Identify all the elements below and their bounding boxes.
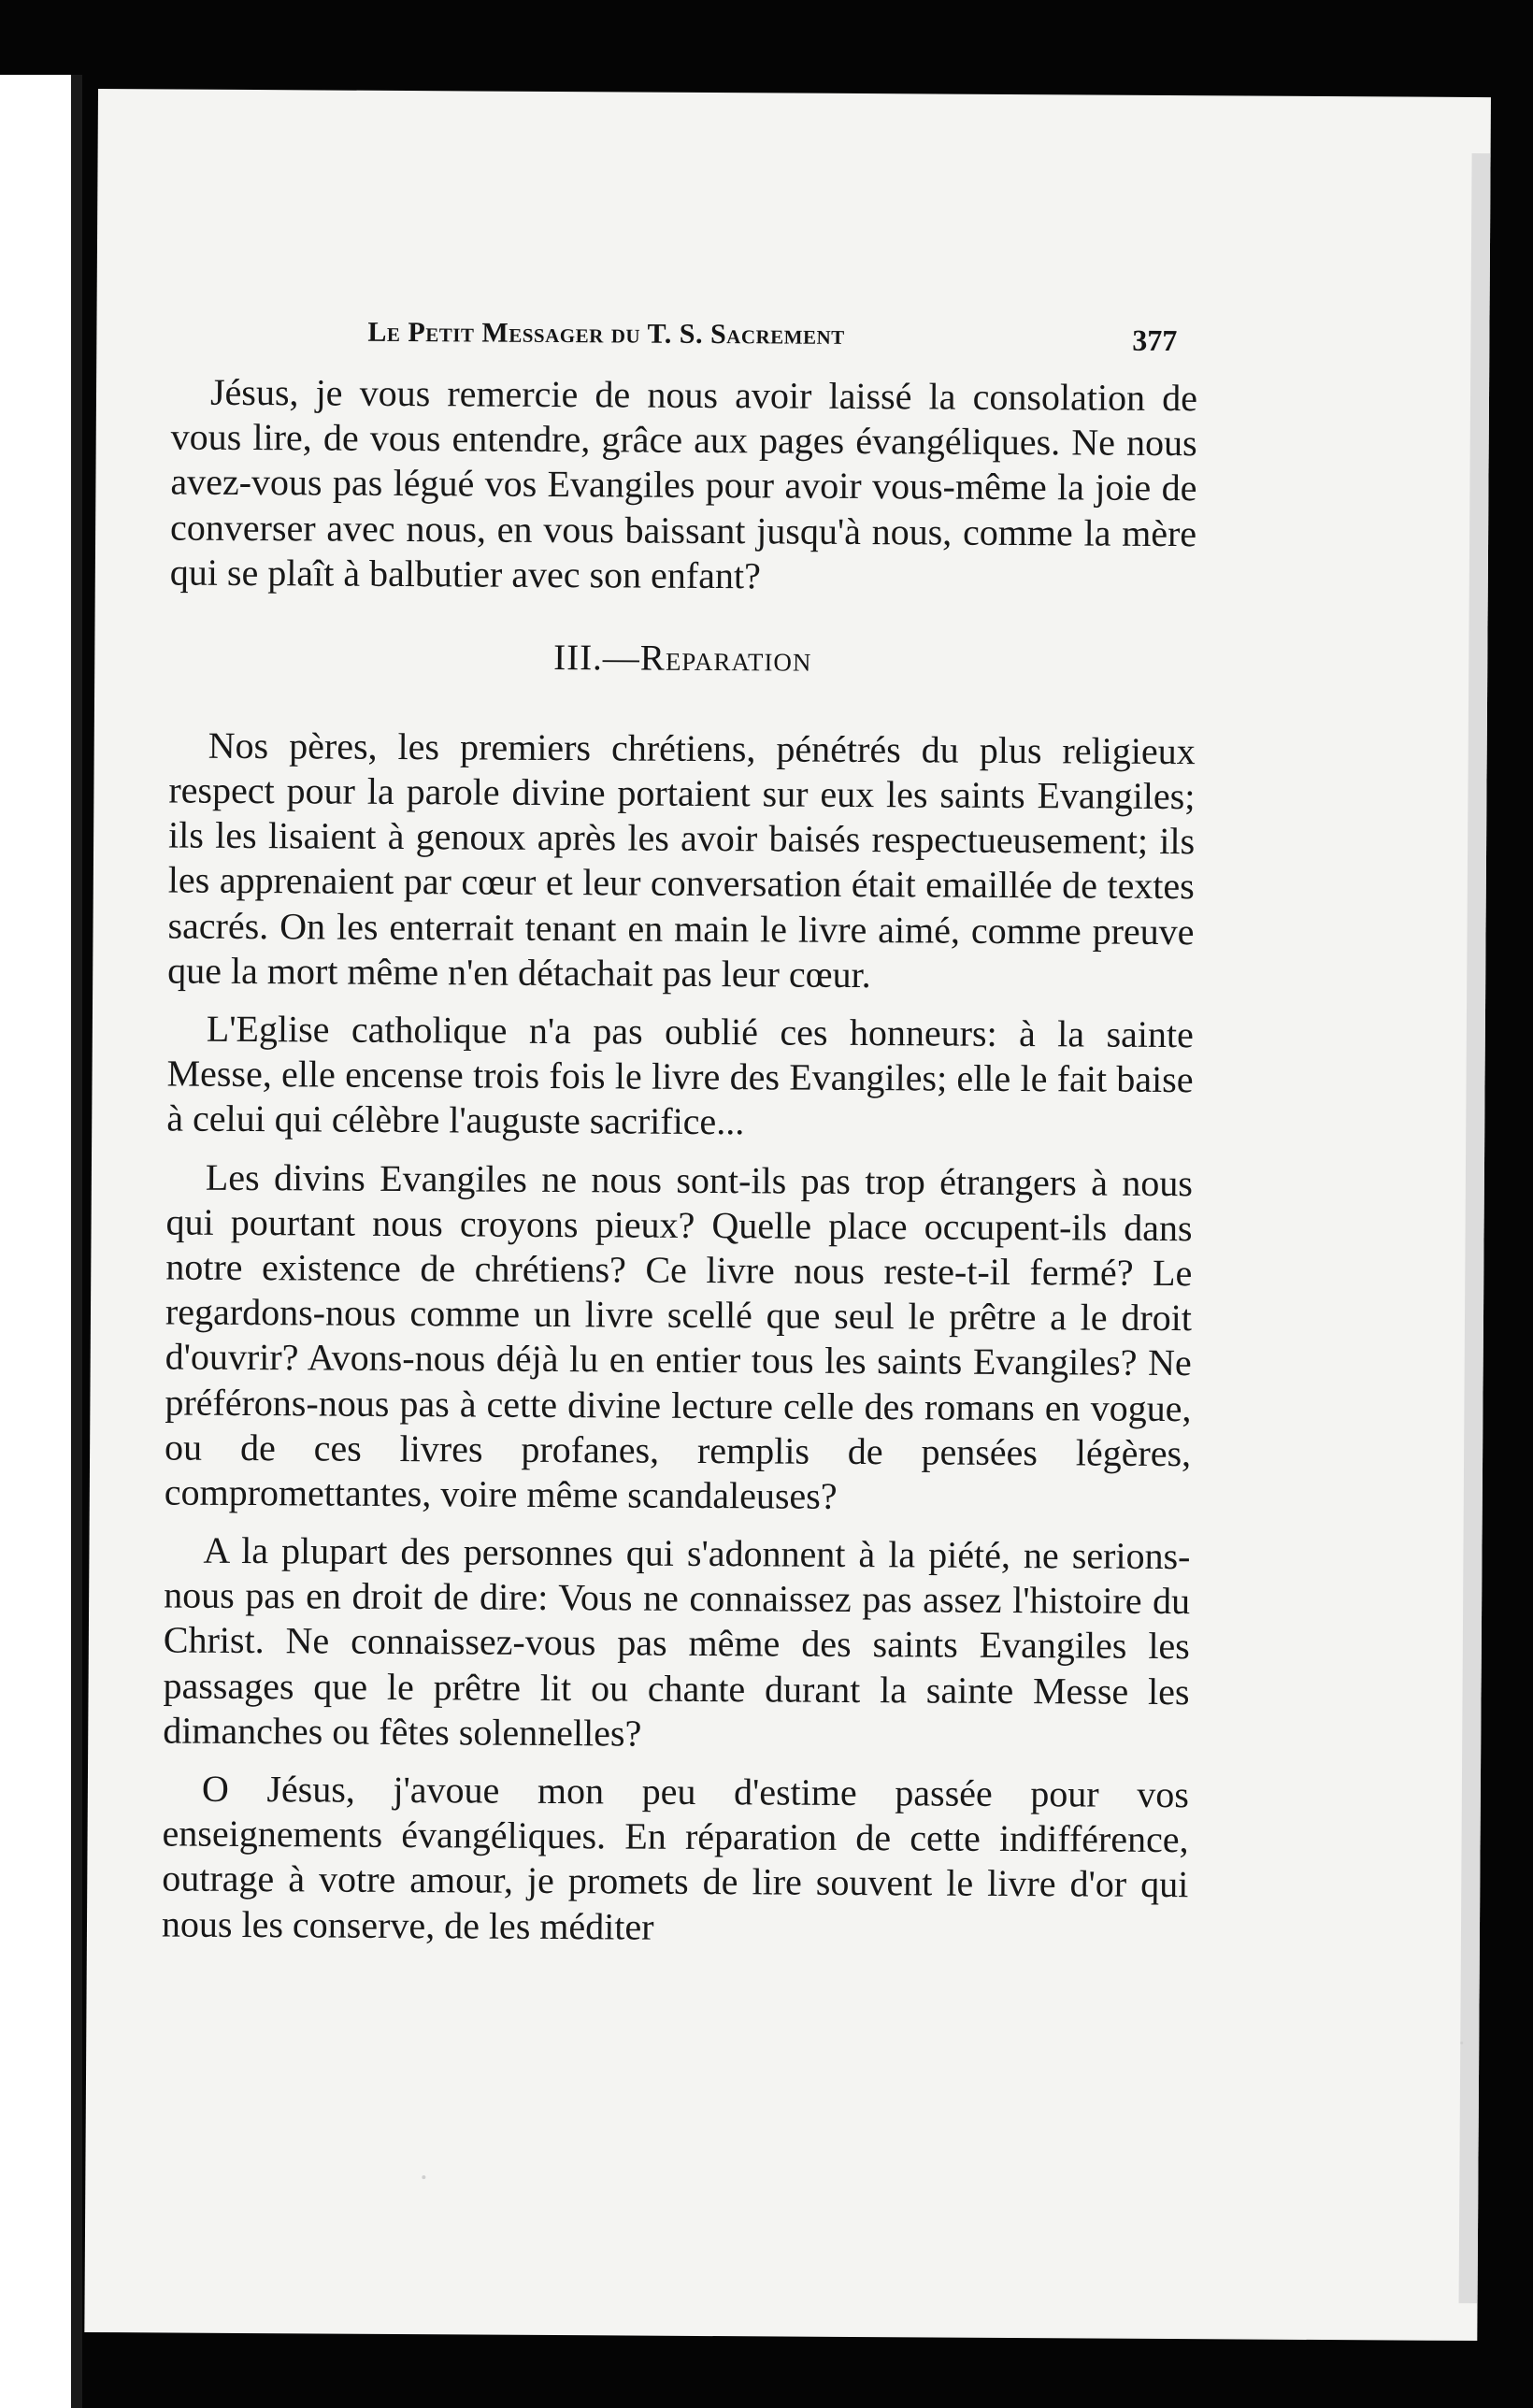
adjacent-page-edge — [0, 75, 75, 2408]
paragraph: Nos pères, les premiers chrétiens, pénétrés du plus religieux respect pour la parole divine portaient sur eux les saints Evangiles; ils les lisaient à genoux après les avoir baisés respectueusement; ils les apprenaient par cœur et leur conversation était emaillée de textes sacrés. On les enterrait tenant en main le livre aimé, comme preuve que la mort même n'en détachait pas leur cœur. — [167, 724, 1196, 996]
gutter-shadow — [71, 75, 82, 2408]
paragraph: Jésus, je vous remercie de nous avoir laissé la consolation de vous lire, de vous entendre, grâce aux pages évangéliques. Ne nous avez-vous pas légué vos Evangiles pour avoir vous-même la joie de converser avec nous, en vous baissant jusqu'à nous, comme la mère qui se plaît à balbutier avec son enfant? — [169, 370, 1198, 597]
book-page — [84, 89, 1491, 2341]
paragraph: A la plupart des personnes qui s'adonnent à la piété, ne serions-nous pas en droit de dire: Vous ne connaissez pas assez l'histoire du Christ. Ne connaissez-vous pas même des saints Evangiles les passages que le prêtre lit ou chante durant la sainte Messe les dimanches ou fêtes solennelles? — [163, 1528, 1191, 1755]
body-text — [162, 369, 1197, 1965]
scan-speck — [1460, 2042, 1463, 2044]
scan-speck — [422, 2175, 425, 2179]
section-heading: III.—Reparation — [553, 637, 812, 680]
running-head: Le Petit Messager du T. S. Sacrement — [367, 316, 845, 351]
paragraph: Les divins Evangiles ne nous sont-ils pas trop étrangers à nous qui pourtant nous croyons pieux? Quelle place occupent-ils dans notre existence de chrétiens? Ce livre nous reste-t-il fermé? Le regardons-nous comme un livre scellé que seul le prêtre a le droit d'ouvrir? Avons-nous déjà lu en entier tous les saints Evangiles? Ne préférons-nous pas à cette divine lecture celle des romans en vogue, ou de ces livres profanes, remplis de pensées légères, compromettantes, voire même scandaleuses? — [164, 1155, 1194, 1517]
page-edge — [1459, 153, 1491, 2303]
paragraph: L'Eglise catholique n'a pas oublié ces honneurs: à la sainte Messe, elle encense trois fois le livre des Evangiles; elle le fait baise à celui qui célèbre l'auguste sacrifice... — [166, 1007, 1194, 1143]
page-number: 377 — [1132, 322, 1178, 358]
paragraph: O Jésus, j'avoue mon peu d'estime passée pour vos enseignements évangéliques. En réparation de cette indifférence, outrage à votre amour, je promets de lire souvent le livre d'or qui nous les conserve, de les méditer — [161, 1767, 1190, 1948]
